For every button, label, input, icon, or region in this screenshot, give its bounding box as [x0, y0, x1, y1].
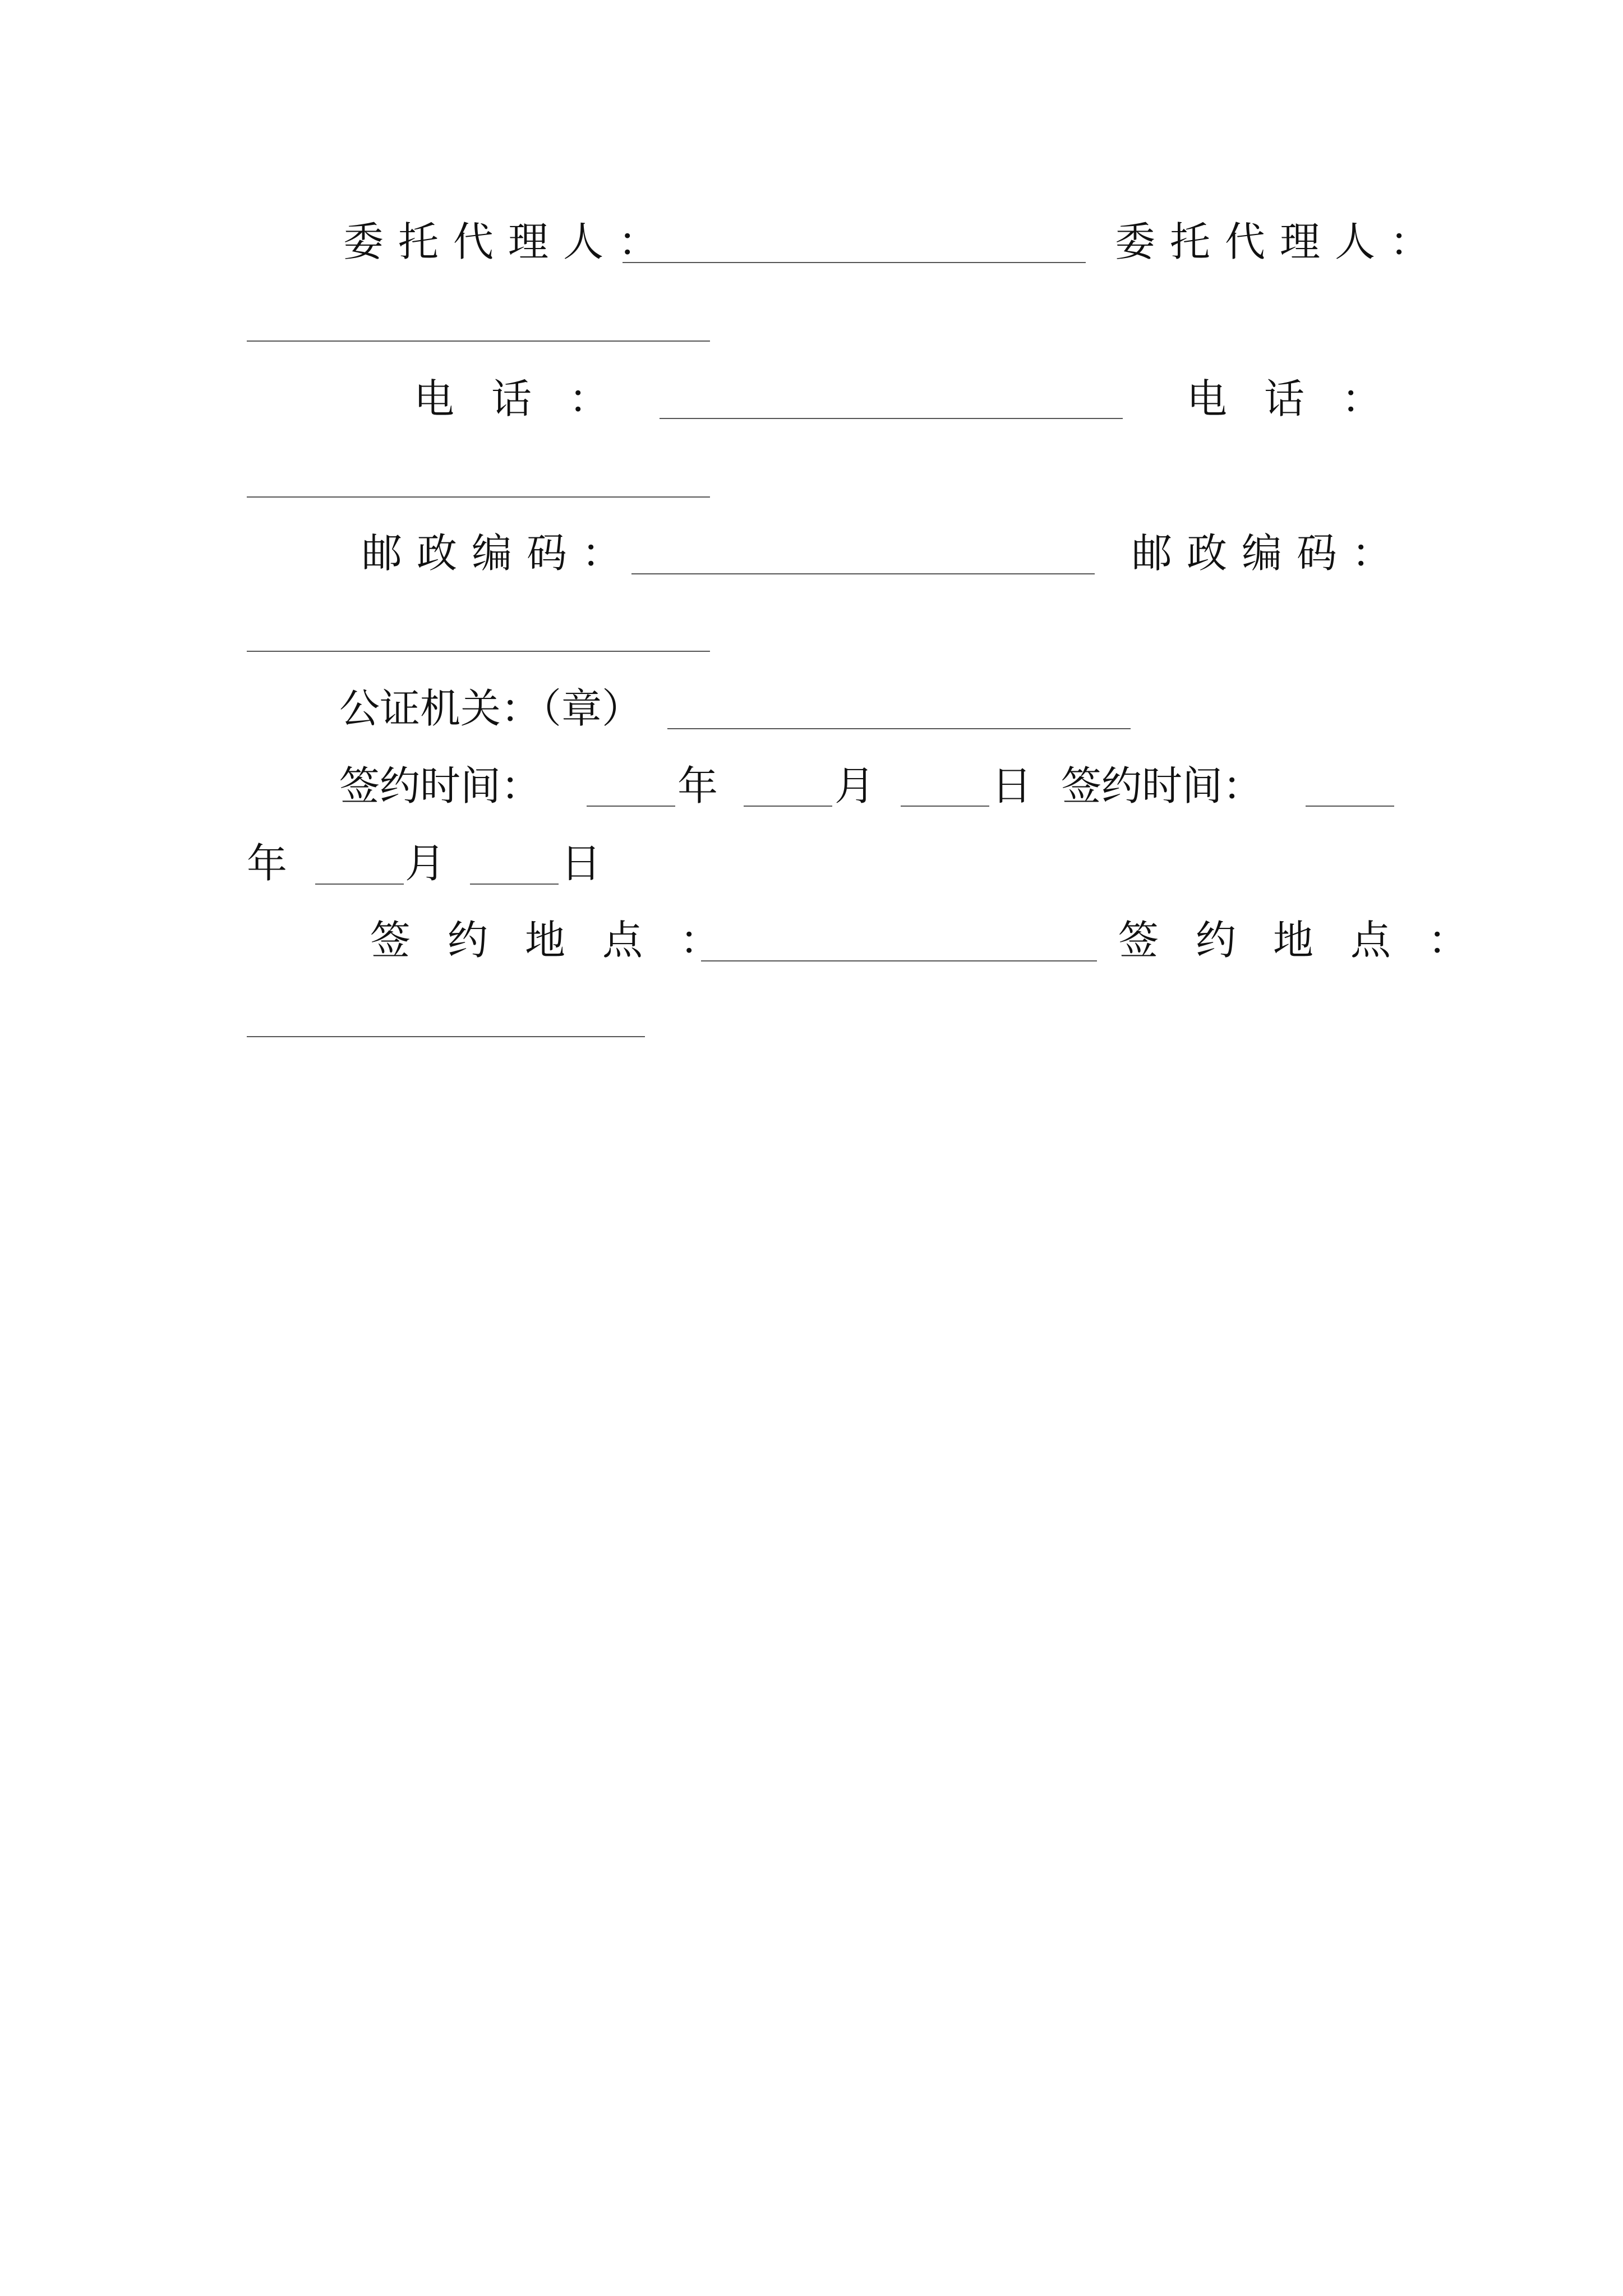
sign-time-month-blank-right[interactable] — [315, 884, 404, 885]
notary-label: 公证机关：（章） — [339, 685, 643, 732]
sign-place-blank-right[interactable] — [247, 1036, 645, 1037]
agent-label-left: 委托代理人： — [343, 218, 674, 265]
postal-label-left: 邮政编码： — [362, 530, 637, 577]
sign-time-day-right: 日 — [561, 840, 602, 887]
agent-blank-right[interactable] — [247, 341, 710, 342]
phone-label-right: 电话： — [1187, 375, 1419, 422]
sign-time-day-blank-left[interactable] — [901, 806, 989, 807]
sign-place-blank-left[interactable] — [701, 960, 1097, 961]
sign-time-month-left: 月 — [834, 762, 875, 809]
phone-label-left: 电话： — [414, 375, 647, 422]
sign-time-day-left: 日 — [992, 762, 1032, 809]
sign-time-label-right: 签约时间： — [1061, 762, 1264, 809]
sign-place-label-left: 签约地点： — [370, 917, 758, 964]
sign-time-year-left: 年 — [677, 762, 718, 809]
agent-label-right: 委托代理人： — [1115, 218, 1445, 265]
sign-time-label-left: 签约时间： — [339, 762, 542, 809]
notary-blank[interactable] — [667, 728, 1131, 729]
sign-time-year-blank-left[interactable] — [587, 806, 675, 807]
sign-time-month-blank-left[interactable] — [744, 806, 832, 807]
phone-blank-right[interactable] — [247, 496, 710, 498]
postal-label-right: 邮政编码： — [1132, 530, 1407, 577]
sign-place-label-right: 签约地点： — [1118, 917, 1506, 964]
sign-time-year-right: 年 — [247, 840, 288, 887]
phone-blank-left[interactable] — [660, 418, 1123, 419]
postal-blank-right[interactable] — [247, 651, 710, 652]
postal-blank-left[interactable] — [631, 573, 1095, 574]
sign-time-day-blank-right[interactable] — [470, 884, 559, 885]
sign-time-year-blank-right[interactable] — [1306, 806, 1394, 807]
agent-blank-left[interactable] — [623, 262, 1086, 263]
sign-time-month-right: 月 — [405, 840, 446, 887]
